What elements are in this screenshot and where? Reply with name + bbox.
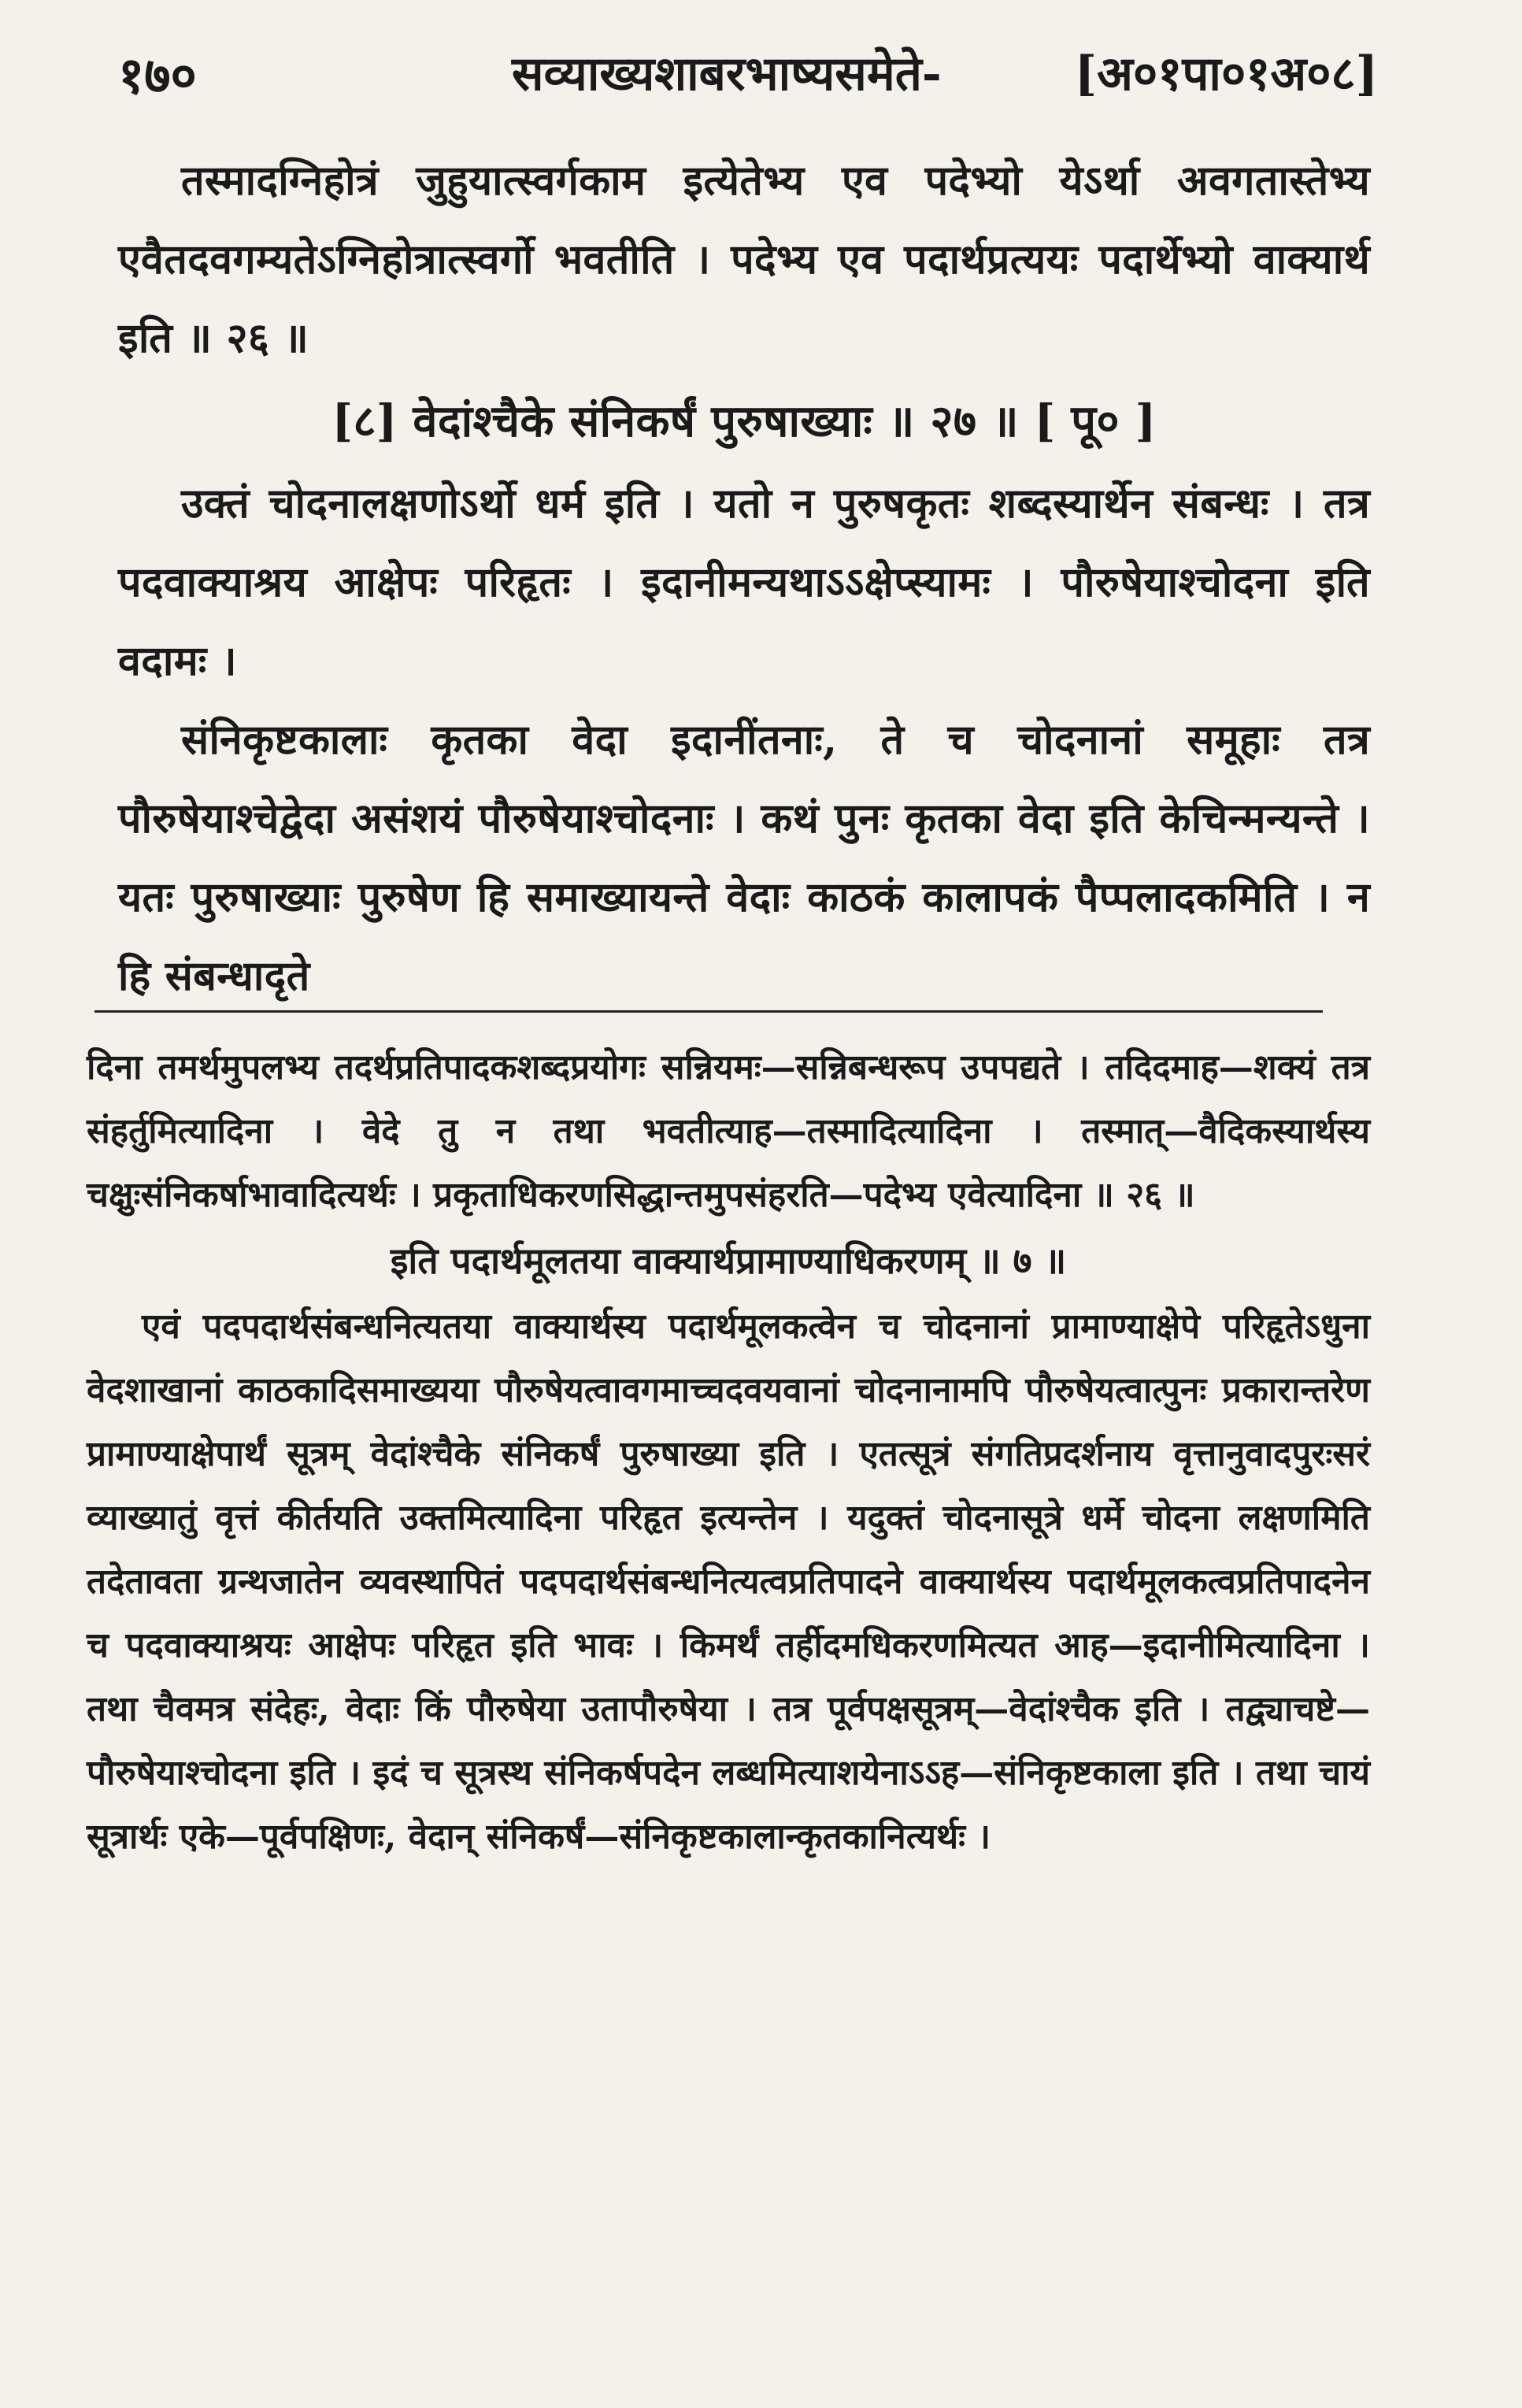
commentary-paragraph-2: एवं पदपदार्थसंबन्धनित्यतया वाक्यार्थस्य पदार्थमूलकत्वेन च चोदनानां प्रामाण्याक्षेपे परिहृतेऽधुना वेदशाखानां काठकादिसमाख्यया पौरुषेयत्वावगमाच्चदवयवानां चोदनानामपि पौरुषेयत्वात्पुनः प्रकारान्तरेण प्रामाण्याक्षेपार्थं सूत्रम् वेदांश्चैके संनिकर्षं पुरुषाख्या इति । एतत्सूत्रं संगतिप्रदर्शनाय वृत्तानुवादपुरःसरं व्याख्यातुं वृत्तं कीर्तयति उक्तमित्यादिना परिहृत इत्यन्तेन । यदुक्तं चोदनासूत्रे धर्मे चोदना लक्षणमिति तदेतावता ग्रन्थजातेन व्यवस्थापितं पदपदार्थसंबन्धनित्यत्वप्रतिपादने वाक्यार्थस्य पदार्थमूलकत्वप्रतिपादनेन च पदवाक्याश्रयः आक्षेपः परिहृत इति भावः । किमर्थं तर्हीदमधिकरणमित्यत आह—इदानीमित्यादिना । तथा चैवमत्र संदेहः, वेदाः किं पौरुषेया उतापौरुषेया । तत्र पूर्वपक्षसूत्रम्—वेदांश्चैक इति । तद्व्याचष्टे—पौरुषेयाश्चोदना इति । इदं च सूत्रस्थ संनिकर्षपदेन लब्धमित्याशयेनाऽऽह—संनिकृष्टकाला इति । तथा चायं सूत्रार्थः एके—पूर्वपक्षिणः, वेदान् संनिकर्षं—संनिकृष्टकालान्कृतकानित्यर्थः । (87, 1306, 1370, 1857)
page-number: १७० (118, 46, 197, 106)
section-divider (94, 1010, 1323, 1013)
page-header (118, 31, 1378, 118)
bhashya-paragraph-1: तस्मादग्निहोत्रं जुहुयात्स्वर्गकाम इत्येतेभ्य एव पदेभ्यो येऽर्था अवगतास्तेभ्य एवैतदवगम्यतेऽग्निहोत्रात्स्वर्गो भवतीति । पदेभ्य एव पदार्थप्रत्ययः पदार्थेभ्यो वाक्यार्थ इति ॥ २६ ॥ (118, 157, 1370, 362)
section-reference: [अ०१पा०१अ०८] (1074, 46, 1378, 102)
adhikarana-colophon: इति पदार्थमूलतया वाक्यार्थप्रामाण्याधिकरणम् ॥ ७ ॥ (390, 1239, 1067, 1282)
bhashya-text (118, 142, 1370, 1016)
sutra-heading: [८] वेदांश्चैके संनिकर्षं पुरुषाख्याः ॥ २७ ॥ [ पू० ] (331, 395, 1157, 447)
commentary-paragraph-1: दिना तमर्थमुपलभ्य तदर्थप्रतिपादकशब्दप्रयोगः सन्नियमः—सन्निबन्धरूप उपपद्यते । तदिदमाह—शक्यं तत्र संहर्तुमित्यादिना । वेदे तु न तथा भवतीत्याह—तस्मादित्यादिना । तस्मात्—वैदिकस्यार्थस्य चक्षुःसंनिकर्षाभावादित्यर्थः । प्रकृताधिकरणसिद्धान्तमुपसंहरति—पदेभ्य एवेत्यादिना ॥ २६ ॥ (87, 1047, 1370, 1215)
bhashya-paragraph-3: संनिकृष्टकालाः कृतका वेदा इदानींतनाः, ते च चोदनानां समूहाः तत्र पौरुषेयाश्चेद्वेदा असंशयं पौरुषेयाश्चोदनाः । कथं पुनः कृतका वेदा इति केचिन्मन्यन्ते । यतः पुरुषाख्याः पुरुषेण हि समाख्यायन्ते वेदाः काठकं कालापकं पैप्पलादकमिति । न हि संबन्धादृते (118, 716, 1370, 1000)
commentary-text (87, 1035, 1370, 1869)
bhashya-paragraph-2: उक्तं चोदनालक्षणोऽर्थो धर्म इति । यतो न पुरुषकृतः शब्दस्यार्थेन संबन्धः । तत्र पदवाक्याश्रय आक्षेपः परिहृतः । इदानीमन्यथाऽऽक्षेप्स्यामः । पौरुषेयाश्चोदना इति वदामः । (118, 480, 1370, 685)
running-title: सव्याख्यशाबरभाष्यसमेते- (512, 46, 942, 102)
